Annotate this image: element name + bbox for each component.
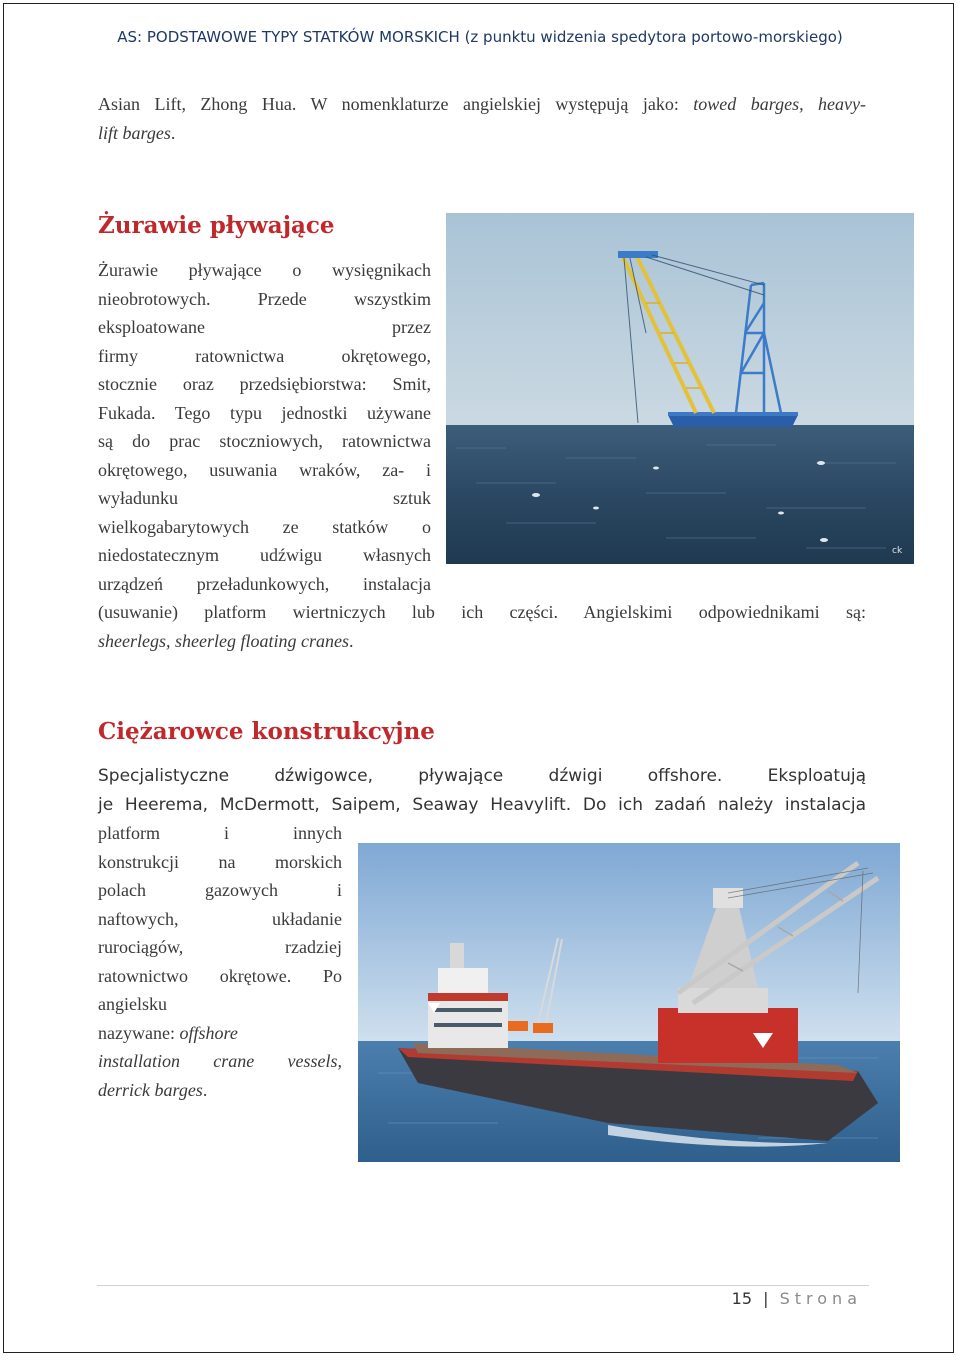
text-line: je Heerema, McDermott, Saipem, Seaway Heavylift. Do ich zadań należy instalacja <box>98 794 866 815</box>
sheerleg-crane-photo <box>446 213 914 564</box>
text-line: angielsku <box>98 994 167 1014</box>
text-line: ratownictwo okrętowe. Po <box>98 965 342 986</box>
intro-line-2: lift barges. <box>98 122 176 143</box>
text-line: nazywane: offshore <box>98 1022 238 1043</box>
photo-watermark: ck <box>892 546 903 556</box>
text-line: platform i innych <box>98 823 342 843</box>
text-line: stocznie oraz przedsiębiorstwa: Smit, <box>98 374 431 394</box>
text-line: urządzeń przeładunkowych, instalacja <box>98 573 431 594</box>
intro-paragraph <box>98 90 866 147</box>
floating-cranes-continuation <box>98 598 866 655</box>
construction-vessels-intro <box>98 762 866 819</box>
page-header: AS: PODSTAWOWE TYPY STATKÓW MORSKICH (z punktu widzenia spedytora portowo-morskiego) <box>117 28 843 46</box>
text-line: firmy ratownictwa okrętowego, <box>98 345 431 366</box>
text-line: naftowych, układanie <box>98 908 342 929</box>
page-footer <box>732 1289 862 1308</box>
text-line: wyładunku sztuk <box>98 488 431 508</box>
text-line: rurociągów, rzadziej <box>98 937 342 957</box>
text-line: Specjalistyczne dźwigowce, pływające dźwigi offshore. Eksploatują <box>98 766 866 786</box>
footer-page-word: Strona <box>779 1289 862 1308</box>
text-line: wielkogabarytowych ze statków o <box>98 516 431 537</box>
floating-cranes-column <box>98 256 431 598</box>
text-line: sheerlegs, sheerleg floating cranes. <box>98 630 354 651</box>
text-line: derrick barges. <box>98 1079 208 1100</box>
text-line: eksploatowane przez <box>98 317 431 337</box>
text-line: Fukada. Tego typu jednostki używane <box>98 402 431 423</box>
section-heading-construction-vessels: Ciężarowce konstrukcyjne <box>98 718 435 745</box>
footer-separator: | <box>763 1289 769 1308</box>
crane-vessel-photo <box>358 843 900 1162</box>
text-line: (usuwanie) platform wiertniczych lub ich części. Angielskimi odpowiednikami są: <box>98 602 866 622</box>
page-number: 15 <box>731 1289 753 1308</box>
text-line: są do prac stoczniowych, ratownictwa <box>98 431 431 451</box>
text-line: konstrukcji na morskich <box>98 851 342 872</box>
text-line: Żurawie pływające o wysięgnikach <box>98 260 431 280</box>
crane-vessel-illustration <box>358 843 900 1162</box>
section-heading-floating-cranes: Żurawie pływające <box>98 212 335 239</box>
text-line: installation crane vessels, <box>98 1051 342 1071</box>
intro-line-1: Asian Lift, Zhong Hua. W nomenklaturze angielskiej występują jako: towed barges, heavy- <box>98 94 866 114</box>
footer-rule <box>97 1285 869 1286</box>
construction-vessels-column <box>98 819 342 1104</box>
text-line: polach gazowych i <box>98 880 342 900</box>
sheerleg-crane-illustration <box>446 213 914 564</box>
text-line: nieobrotowych. Przede wszystkim <box>98 288 431 309</box>
text-line: okrętowego, usuwania wraków, za- i <box>98 459 431 480</box>
text-line: niedostatecznym udźwigu własnych <box>98 545 431 565</box>
